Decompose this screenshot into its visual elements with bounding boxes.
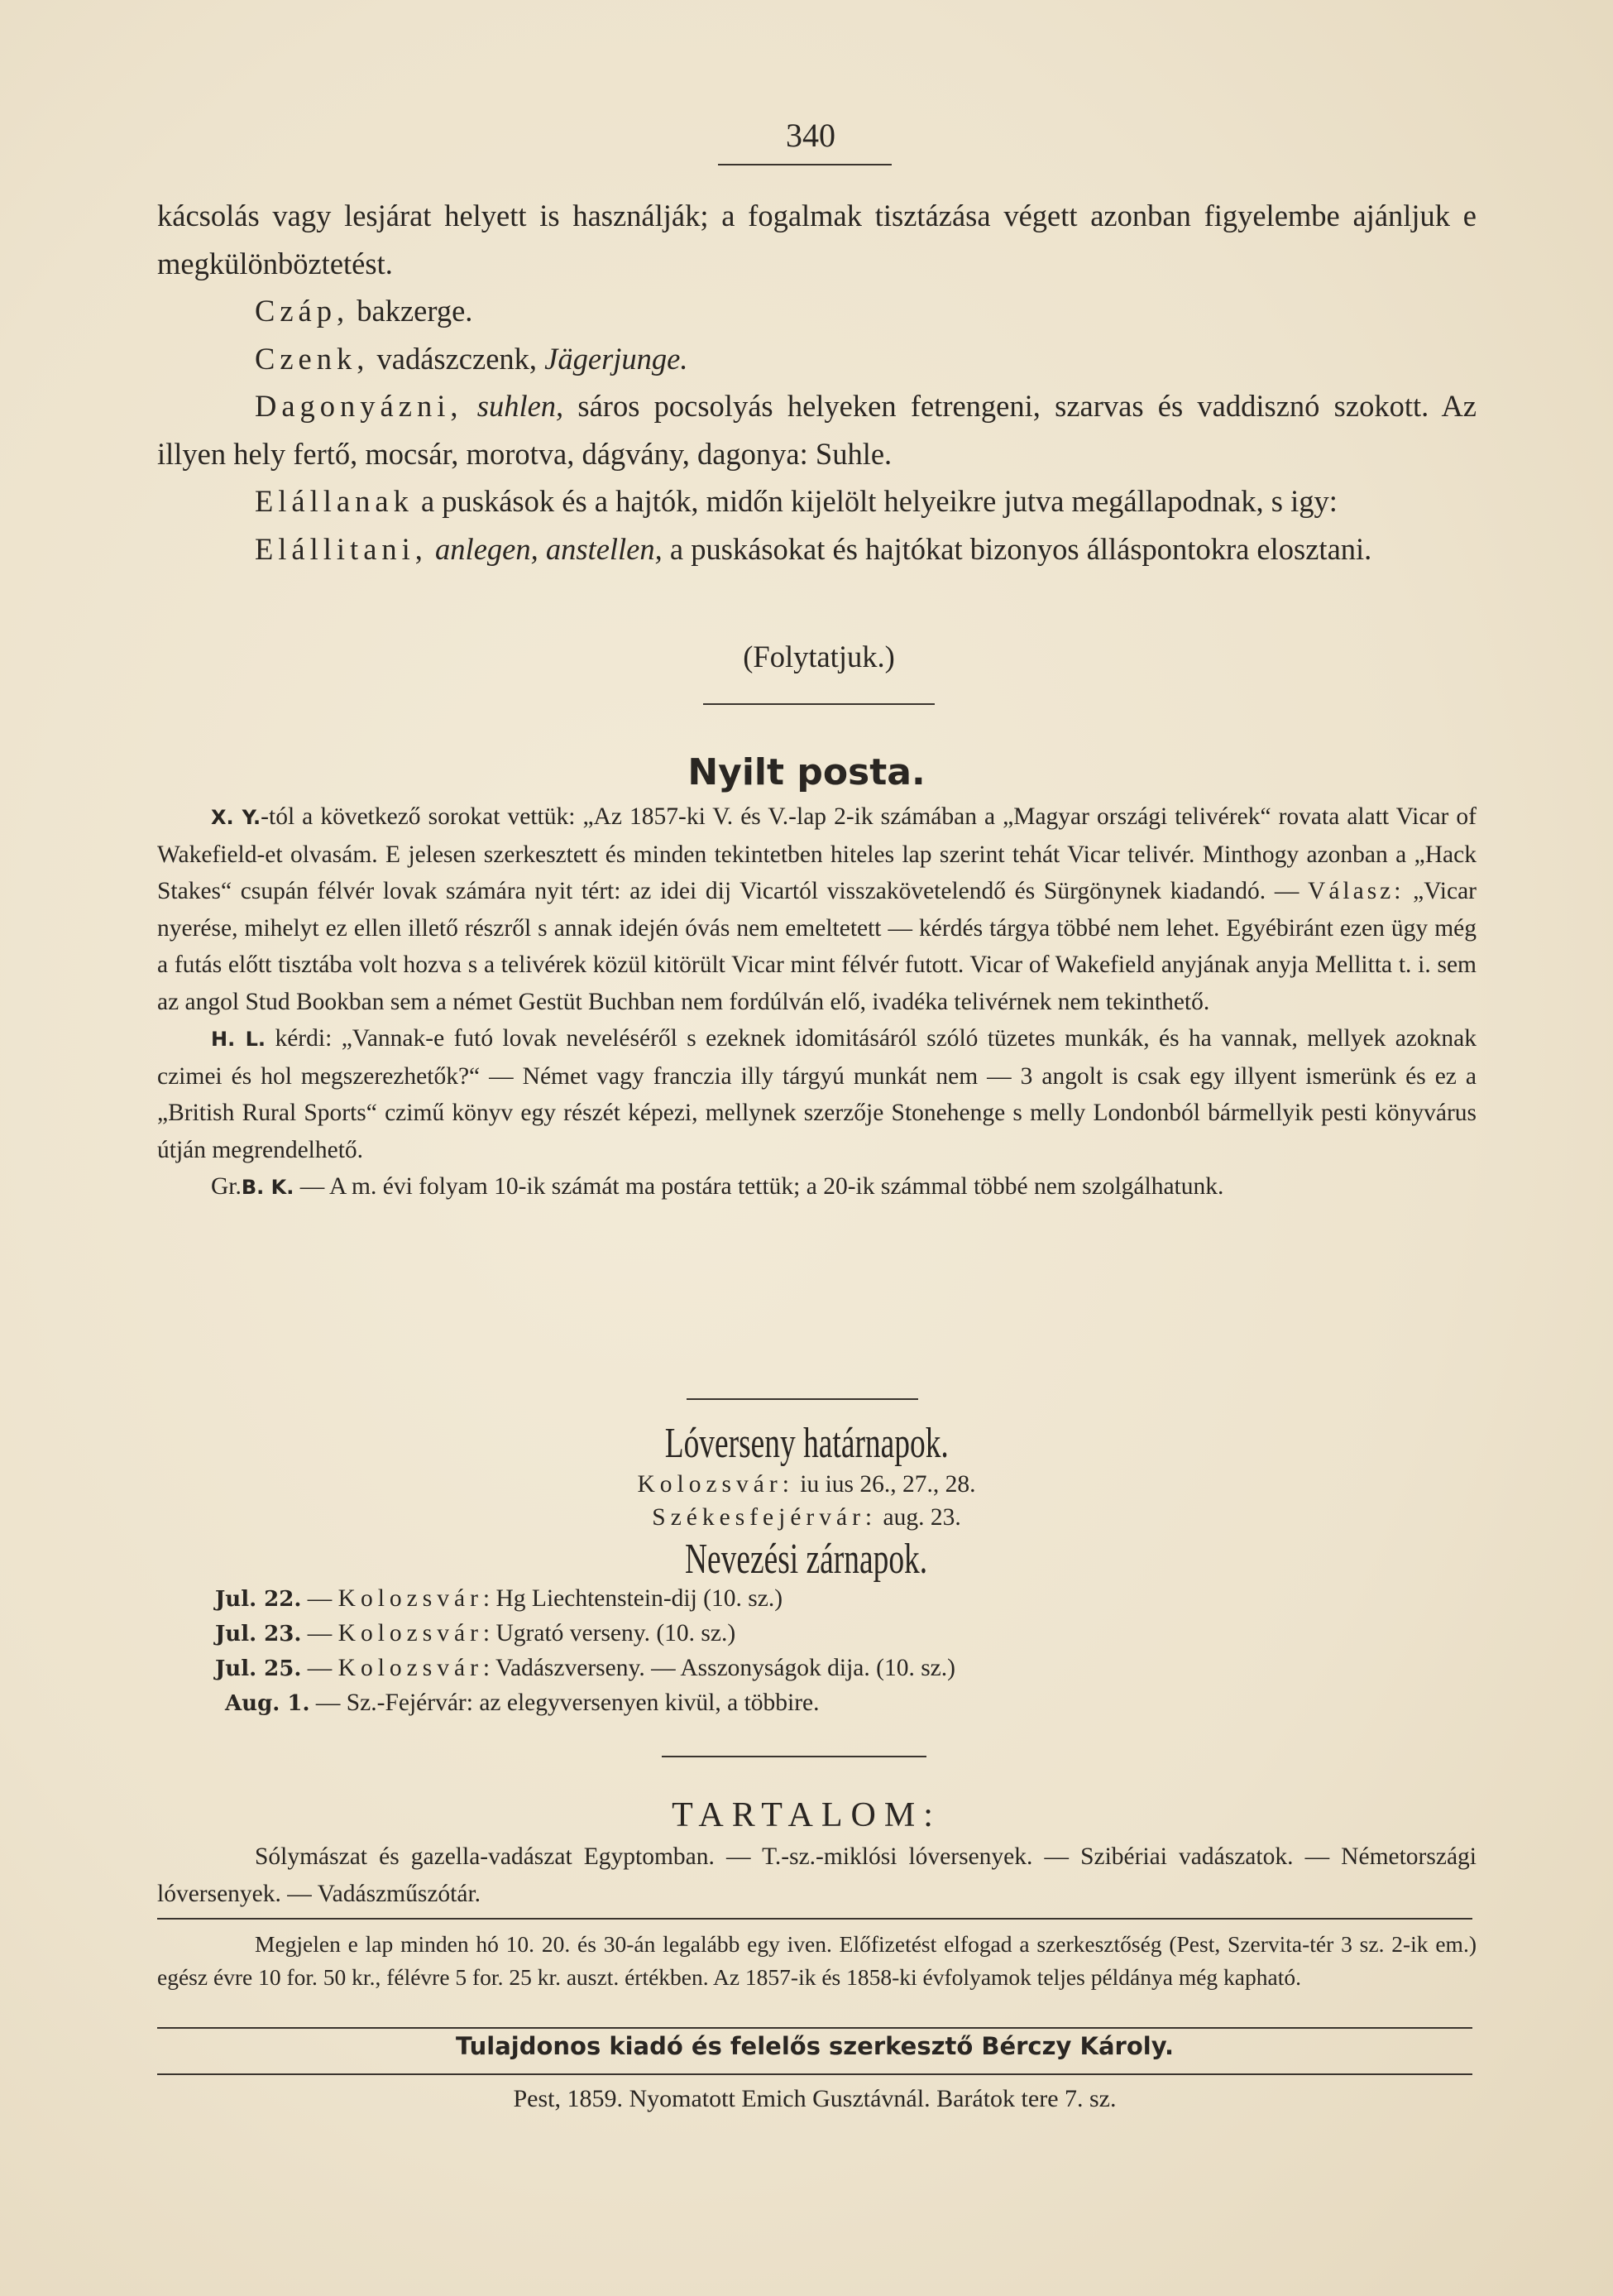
contents-title: TARTALOM: bbox=[672, 1796, 941, 1834]
nyilt-posta-body bbox=[157, 798, 1477, 1206]
deadline-row: Jul. 22. — Kolozsvár: Hg Liechtenstein-dij (10. sz.) bbox=[215, 1585, 783, 1612]
nyilt-posta-title: Nyilt posta. bbox=[687, 751, 926, 793]
letter-hl: H. L. kérdi: „Vannak-e futó lovak neveléséről s ezeknek idomitásáról szóló tüzetes munkák, és ha vannak, mellyek azoknak czimei és hol megszerezhetők?“ — Német vagy franczia illy tárgyú munkát nem — 3 angolt is csak egy illyent ismerünk és ez a „British Rural Sports“ czimű könyv egy részét képezi, mellynek szerzője Stonehenge s melly Londonból bármellyik pesti könyvárus útján megrendelhető. bbox=[157, 1025, 1477, 1163]
contents-text: Sólymászat és gazella-vadászat Egyptomban. — T.-sz.-miklósi lóversenyek. — Szibériai vadászatok. — Németországi lóversenyek. — Vadászműszótár. bbox=[157, 1843, 1477, 1907]
continued-note: (Folytatjuk.) bbox=[743, 640, 895, 673]
deadline-row: Aug. 1. — Sz.-Fejérvár: az elegyversenyen kivül, a többire. bbox=[225, 1690, 820, 1716]
section-divider bbox=[703, 703, 935, 705]
glossary-continued bbox=[157, 192, 1477, 573]
glossary-entry-dagonyazni: Dagonyázni, suhlen, sáros pocsolyás helyeken fetrengeni, szarvas és vaddisznó szokott. Az illyen hely fertő, mocsár, morotva, dágvány, dagonya: Suhle. bbox=[157, 389, 1477, 471]
deadline-row: Jul. 25. — Kolozsvár: Vadászverseny. — Asszonyságok dija. (10. sz.) bbox=[215, 1655, 955, 1681]
subscription-text: Megjelen e lap minden hó 10. 20. és 30-án legalább egy iven. Előfizetést elfogad a szerkesztőség (Pest, Szervita-tér 3 sz. 2-ik em.) egész évre 10 for. 50 kr., félévre 5 for. 25 kr. auszt. értékben. Az 1857-ik és 1858-ki évfolyamok teljes példánya még kapható. bbox=[157, 1931, 1477, 1990]
contents-body bbox=[157, 1838, 1477, 1912]
race-dates-title: Lóverseny határnapok. bbox=[664, 1420, 949, 1467]
section-divider bbox=[662, 1756, 926, 1757]
page-number-rule bbox=[718, 164, 892, 165]
glossary-entry-elallanak: Elállanak a puskások és a hajtók, midőn kijelölt helyeikre jutva megállapodnak, s igy: bbox=[255, 484, 1338, 518]
glossary-entry-czenk: Czenk, vadászczenk, Jägerjunge. bbox=[255, 341, 688, 376]
footer-rule bbox=[157, 1918, 1472, 1920]
imprint-line: Pest, 1859. Nyomatott Emich Gusztávnál. Barátok tere 7. sz. bbox=[513, 2085, 1117, 2112]
page-number: 340 bbox=[786, 117, 835, 154]
glossary-line-intro: kácsolás vagy lesjárat helyett is használják; a fogalmak tisztázása végett azonban figyelembe ajánljuk e megkülönböztetést. bbox=[157, 199, 1477, 280]
letter-grbk: Gr.B. K. — A m. évi folyam 10-ik számát ma postára tettük; a 20-ik számmal többé nem szolgálhatunk. bbox=[211, 1173, 1224, 1200]
race-dates-kolozsvar: Kolozsvár: iu ius 26., 27., 28. bbox=[637, 1471, 976, 1498]
deadline-row: Jul. 23. — Kolozsvár: Ugrató verseny. (10. sz.) bbox=[215, 1620, 736, 1647]
entry-deadlines-title: Nevezési zárnapok. bbox=[685, 1536, 928, 1583]
letter-xy: X. Y.-tól a következő sorokat vettük: „Az 1857-ki V. és V.-lap 2-ik számában a „Magyar országi telivérek“ rovata alatt Vicar of Wakefield-et olvasám. E jelesen szerkesztett és minden tekintetben hiteles lap szerint tehát Vicar telivér. Minthogy azonban a „Hack Stakes“ csupán félvér lovak számára nyit tért: az idei dij Vicartól visszakövetelendő és Sürgönynek kiadandó. — Válasz: „Vicar nyerése, mihelyt ez ellen illető részről s annak idején óvás nem emeltetett — kérdés tárgya többé nem lehet. Egyébiránt ezen ügy még a futás előtt tisztába volt hozva s a telivérek közül kitörült Vicar mint félvér futott. Vicar of Wakefield anyjának anyja Mellitta t. i. sem az angol Stud Bookban sem a német Gestüt Buchban nem fordúlván elő, ivadéka telivérnek nem tekinthető. bbox=[157, 803, 1477, 1015]
glossary-entry-czap: Czáp, bakzerge. bbox=[255, 294, 473, 328]
section-divider bbox=[687, 1398, 918, 1400]
race-dates-szekesfejervar: Székesfejérvár: aug. 23. bbox=[652, 1504, 961, 1531]
subscription-info bbox=[157, 1928, 1477, 1994]
footer-rule bbox=[157, 2073, 1472, 2075]
glossary-entry-elallitani: Elállitani, anlegen, anstellen, a puskásokat és hajtókat bizonyos álláspontokra elosztani. bbox=[255, 531, 1372, 566]
publisher-line: Tulajdonos kiadó és felelős szerkesztő Bérczy Károly. bbox=[456, 2032, 1174, 2060]
footer-rule bbox=[157, 2027, 1472, 2029]
